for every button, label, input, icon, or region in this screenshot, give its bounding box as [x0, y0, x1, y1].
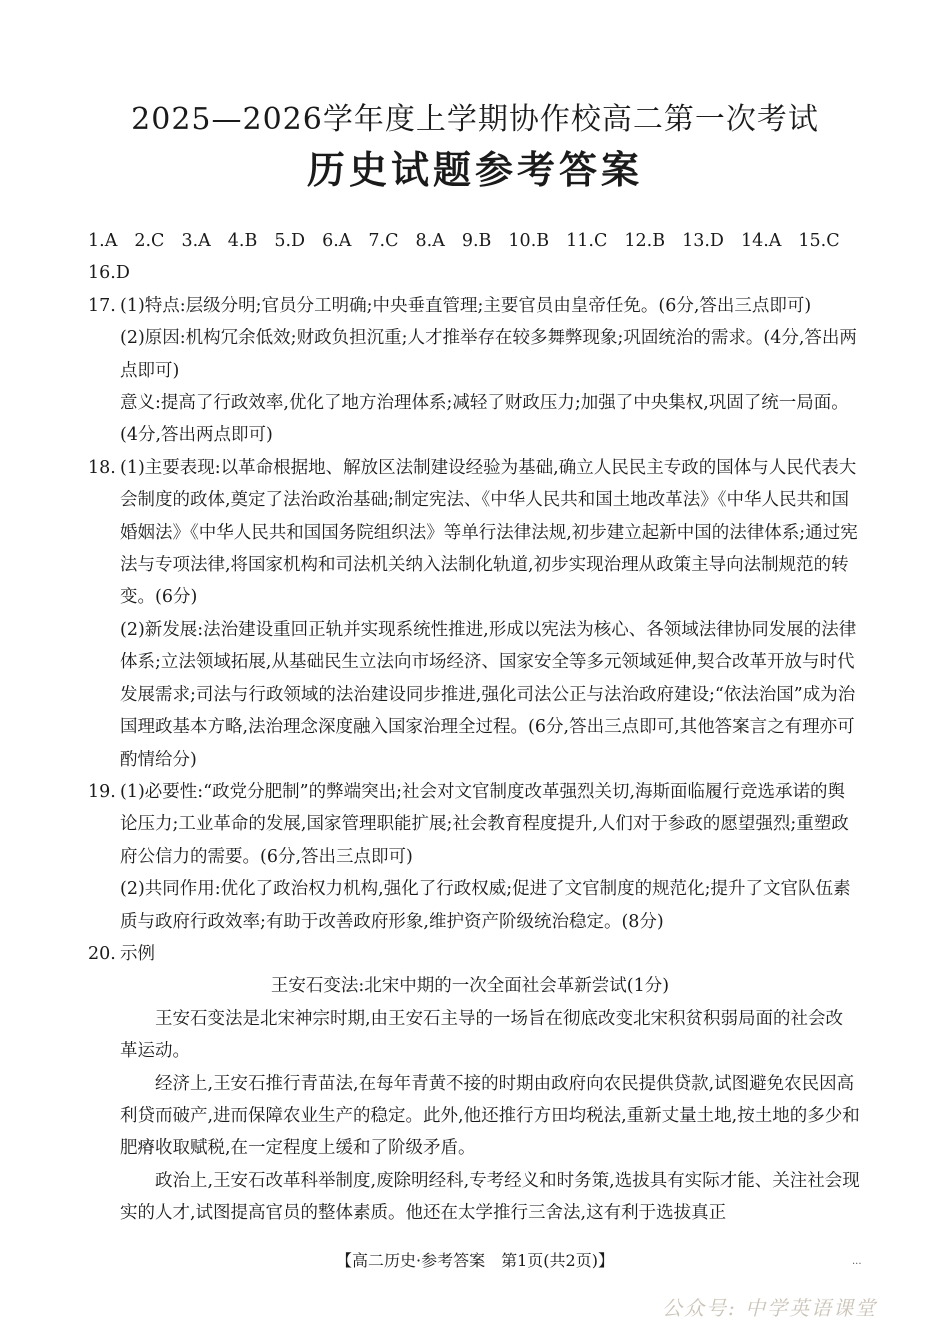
watermark: 公众号: 中学英语课堂 — [662, 1296, 878, 1320]
answer-key-title: 历史试题参考答案 — [306, 147, 643, 192]
choice-answer: 16.D — [88, 263, 130, 284]
choice-answer: 6.A — [322, 231, 352, 251]
multiple-choice-answers — [88, 225, 860, 290]
choice-answer: 11.C — [566, 231, 608, 251]
answer-paragraph: 意义:提高了行政效率,优化了地方治理体系;减轻了财政压力;加强了中央集权,巩固了统一局面。(4分,答出两点即可) — [120, 393, 849, 446]
choice-answer: 12.B — [624, 231, 666, 251]
question-18 — [88, 452, 860, 776]
choice-answer: 1.A — [88, 231, 118, 251]
question-20 — [88, 938, 860, 1230]
essay-paragraph: 王安石变法是北宋神宗时期,由王安石主导的一场旨在彻底改变北宋积贫积弱局面的社会改革运动。 — [120, 1008, 844, 1062]
question-number: 20. — [88, 943, 116, 964]
question-number: 18. — [88, 457, 116, 478]
answer-paragraph: (1)主要表现:以革命根据地、解放区法制建设经验为基础,确立人民民主专政的国体与人民代表大会制度的政体,奠定了法治政治基础;制定宪法、《中华人民共和国土地改革法》《中华人民共和国婚姻法》《中华人民共和国国务院组织法》等单行法律法规,初步建立起新中国的法律体系;通过宪法与专项法律,将国家机构和司法机关纳入法制化轨道,初步实现治理从政策主导向法制规范的转变。(6分) — [120, 457, 858, 608]
choice-answer: 3.A — [181, 231, 211, 251]
choice-answer: 4.B — [227, 231, 258, 251]
choice-answer: 9.B — [461, 231, 492, 251]
choice-answer: 14.A — [740, 231, 782, 251]
choice-answer: 10.B — [508, 231, 550, 251]
answer-paragraph: (2)原因:机构冗余低效;财政负担沉重;人才推举存在较多舞弊现象;巩固统治的需求。(4分,答出两点即可) — [120, 328, 857, 381]
choice-answer: 8.A — [415, 231, 445, 251]
example-label: 示例 — [120, 943, 155, 964]
page-footer: 【高二历史·参考答案 第1页(共2页)】 — [336, 1251, 614, 1270]
choice-answer: 2.C — [134, 231, 165, 251]
question-19 — [88, 776, 860, 938]
choice-answer: 13.D — [682, 231, 724, 251]
question-17 — [88, 290, 860, 452]
essay-paragraph: 经济上,王安石推行青苗法,在每年青黄不接的时期由政府向农民提供贷款,试图避免农民因高利贷而破产,进而保障农业生产的稳定。此外,他还推行方田均税法,重新丈量土地,按土地的多少和肥瘠收取赋税,在一定程度上缓和了阶级矛盾。 — [120, 1073, 860, 1159]
answer-paragraph: (1)必要性:“政党分肥制”的弊端突出;社会对文官制度改革强烈关切,海斯面临履行竞选承诺的舆论压力;工业革命的发展,国家管理职能扩展;社会教育程度提升,人们对于参政的愿望强烈;重塑政府公信力的需要。(6分,答出三点即可) — [120, 781, 849, 867]
exam-title: 2025—2026学年度上学期协作校高二第一次考试 — [131, 102, 819, 137]
footer-mark: ... — [852, 1256, 862, 1267]
essay-paragraph: 政治上,王安石改革科举制度,废除明经科,专考经义和时务策,选拔具有实际才能、关注社会现实的人才,试图提高官员的整体素质。他还在太学推行三舍法,这有利于选拔真正 — [120, 1170, 860, 1224]
essay-title: 王安石变法:北宋中期的一次全面社会革新尝试(1分) — [270, 976, 670, 997]
answer-paragraph: (2)共同作用:优化了政治权力机构,强化了行政权威;促进了文官制度的规范化;提升了文官队伍素质与政府行政效率;有助于改善政府形象,维护资产阶级统治稳定。(8分) — [120, 879, 851, 932]
answer-paragraph: (1)特点:层级分明;官员分工明确;中央垂直管理;主要官员由皇帝任免。(6分,答出三点即可) — [120, 295, 812, 316]
choice-answer: 7.C — [368, 231, 399, 251]
choice-answer: 15.C — [798, 231, 840, 251]
answer-content — [88, 225, 860, 1230]
answer-paragraph: (2)新发展:法治建设重回正轨并实现系统性推进,形成以宪法为核心、各领域法律协同发展的法律体系;立法领域拓展,从基础民生立法向市场经济、国家安全等多元领域延伸,契合改革开放与时代发展需求;司法与行政领域的法治建设同步推进,强化司法公正与法治政府建设;“依法治国”成为治国理政基本方略,法治理念深度融入国家治理全过程。(6分,答出三点即可,其他答案言之有理亦可酌情给分) — [120, 619, 857, 770]
question-number: 17. — [88, 295, 116, 316]
question-number: 19. — [88, 781, 116, 802]
choice-answer: 5.D — [274, 231, 306, 251]
